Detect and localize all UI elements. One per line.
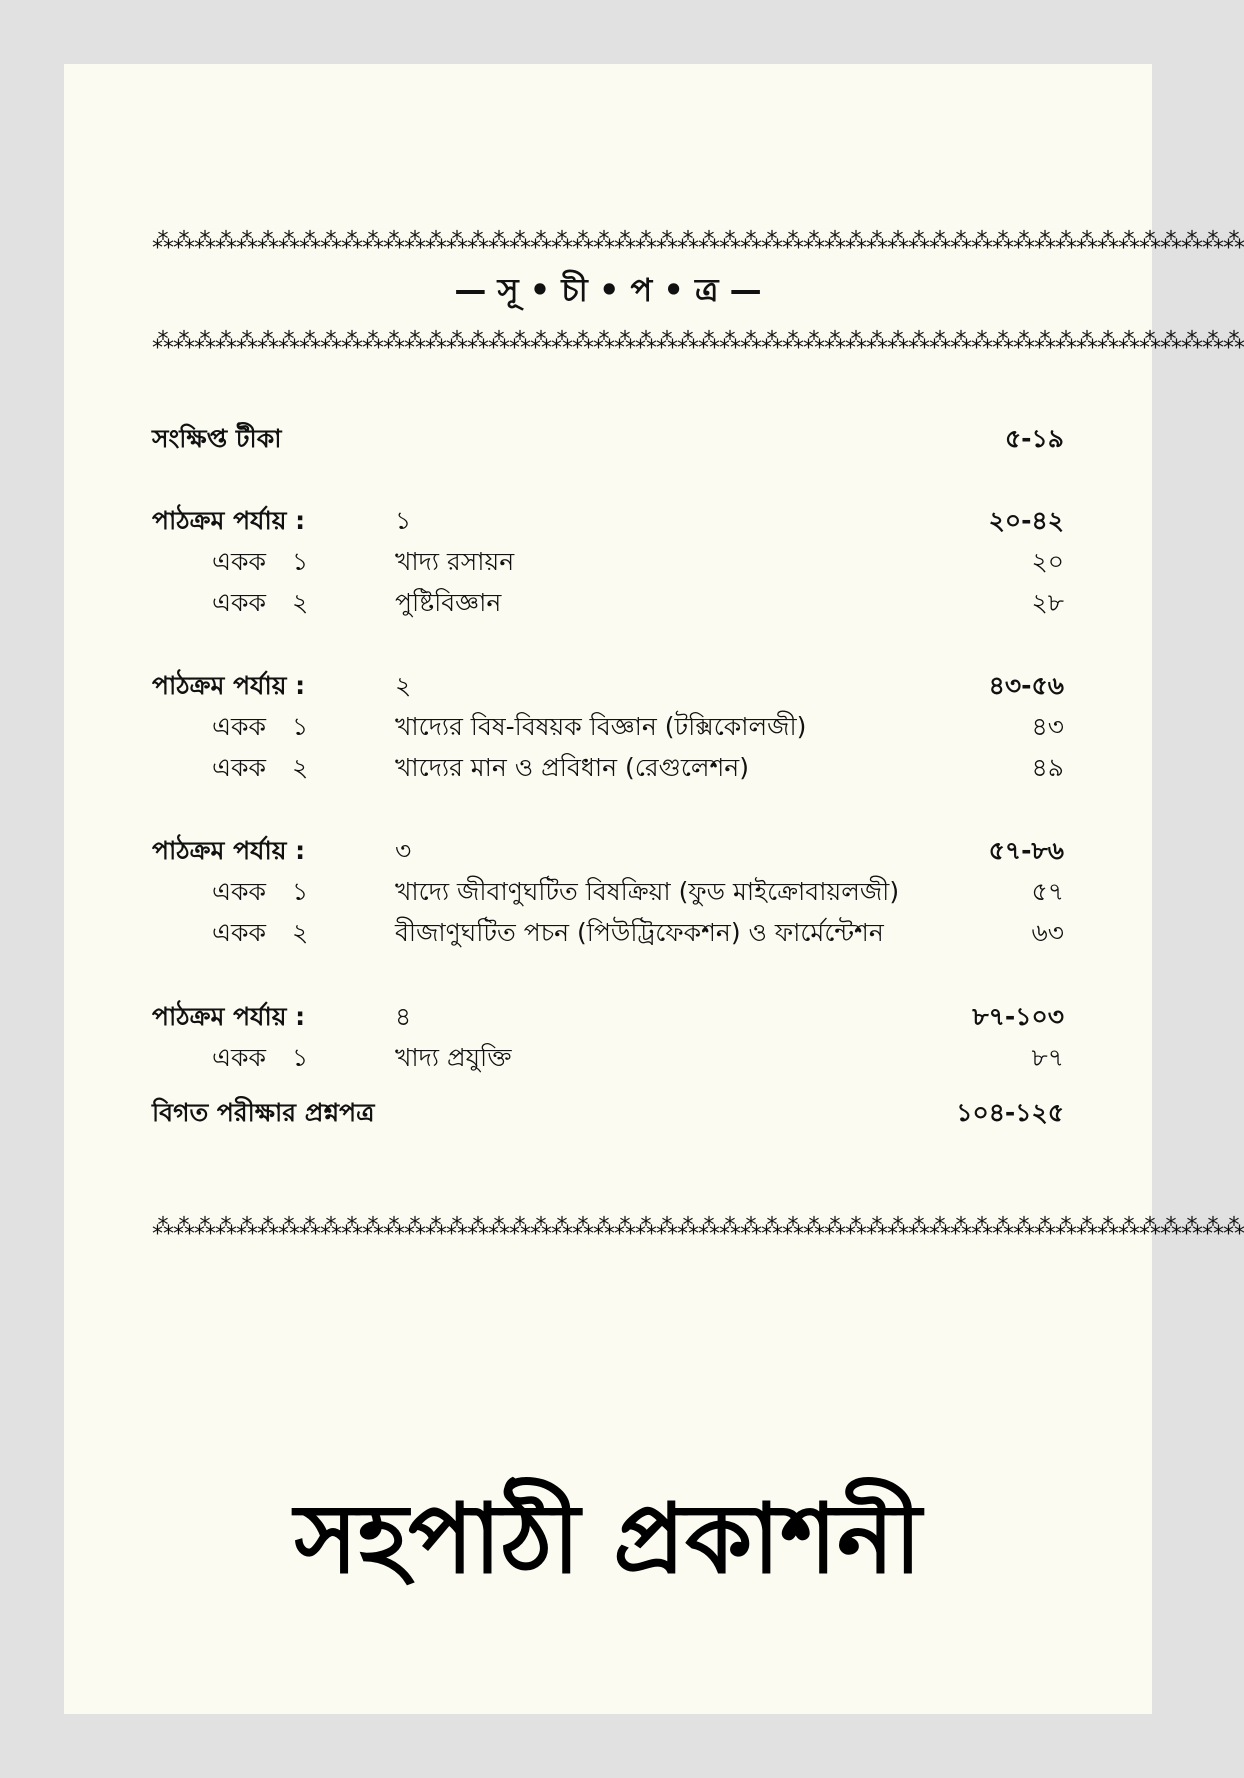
toc-entry-label: সংক্ষিপ্ত টীকা bbox=[152, 424, 282, 453]
unit-page: ৬৩ bbox=[1031, 918, 1064, 947]
publisher-name: সহপাঠী প্রকাশনী bbox=[294, 1482, 922, 1595]
unit-title: পুষ্টিবিজ্ঞান bbox=[395, 588, 502, 617]
section-number: ২ bbox=[395, 671, 412, 700]
unit-number: ১ bbox=[292, 1043, 309, 1072]
toc-entry-intro bbox=[152, 420, 1064, 458]
unit-page: ২৮ bbox=[1031, 588, 1064, 617]
unit-label: একক bbox=[212, 588, 266, 617]
toc-unit-row bbox=[152, 749, 1064, 787]
toc-unit-row bbox=[152, 873, 1064, 911]
section-label: পাঠক্রম পর্যায় : bbox=[152, 836, 306, 865]
unit-page: ৪৩ bbox=[1031, 712, 1064, 741]
toc-unit-row bbox=[152, 543, 1064, 581]
toc-unit-row bbox=[152, 914, 1064, 952]
unit-number: ২ bbox=[292, 918, 309, 947]
unit-page: ৮৭ bbox=[1031, 1043, 1064, 1072]
ornament-border-bottom: ⁂⁂⁂⁂⁂⁂⁂⁂⁂⁂⁂⁂⁂⁂⁂⁂⁂⁂⁂⁂⁂⁂⁂⁂⁂⁂⁂⁂⁂⁂⁂⁂⁂⁂⁂⁂⁂⁂⁂⁂⁂⁂⁂⁂⁂⁂⁂⁂⁂⁂⁂⁂ bbox=[152, 1215, 1244, 1240]
section-pages: ৪৩-৫৬ bbox=[988, 671, 1064, 700]
toc-section-heading bbox=[152, 832, 1064, 870]
unit-label: একক bbox=[212, 877, 266, 906]
unit-title: খাদ্যের মান ও প্রবিধান (রেগুলেশন) bbox=[395, 753, 749, 782]
unit-title: খাদ্যের বিষ-বিষয়ক বিজ্ঞান (টক্সিকোলজী) bbox=[395, 712, 807, 741]
unit-label: একক bbox=[212, 1043, 266, 1072]
unit-number: ২ bbox=[292, 588, 309, 617]
document-page bbox=[64, 64, 1244, 1714]
unit-page: ৫৭ bbox=[1031, 877, 1064, 906]
toc-section-heading bbox=[152, 502, 1064, 540]
toc-entry-label: বিগত পরীক্ষার প্রশ্নপত্র bbox=[152, 1098, 375, 1127]
unit-label: একক bbox=[212, 712, 266, 741]
unit-label: একক bbox=[212, 918, 266, 947]
unit-number: ১ bbox=[292, 712, 309, 741]
unit-number: ১ bbox=[292, 877, 309, 906]
section-label: পাঠক্রম পর্যায় : bbox=[152, 1002, 306, 1031]
unit-page: ৪৯ bbox=[1031, 753, 1064, 782]
unit-label: একক bbox=[212, 753, 266, 782]
unit-number: ২ bbox=[292, 753, 309, 782]
toc-unit-row bbox=[152, 584, 1064, 622]
section-number: ৪ bbox=[395, 1002, 412, 1031]
toc-section-heading bbox=[152, 667, 1064, 705]
toc-entry-pages: ১০৪-১২৫ bbox=[956, 1098, 1064, 1127]
section-label: পাঠক্রম পর্যায় : bbox=[152, 506, 306, 535]
toc-entry-outro bbox=[152, 1094, 1064, 1132]
toc-section-heading bbox=[152, 998, 1064, 1036]
ornament-border-middle: ⁂⁂⁂⁂⁂⁂⁂⁂⁂⁂⁂⁂⁂⁂⁂⁂⁂⁂⁂⁂⁂⁂⁂⁂⁂⁂⁂⁂⁂⁂⁂⁂⁂⁂⁂⁂⁂⁂⁂⁂⁂⁂⁂⁂⁂⁂⁂⁂⁂⁂⁂⁂ bbox=[152, 329, 1244, 354]
unit-number: ১ bbox=[292, 547, 309, 576]
section-label: পাঠক্রম পর্যায় : bbox=[152, 671, 306, 700]
toc-entry-pages: ৫-১৯ bbox=[1004, 424, 1064, 453]
section-pages: ৫৭-৮৬ bbox=[988, 836, 1064, 865]
section-pages: ২০-৪২ bbox=[988, 506, 1064, 535]
unit-title: বীজাণুঘটিত পচন (পিউট্রিফেকশন) ও ফার্মেন্টেশন bbox=[395, 918, 884, 947]
ornament-border-top: ⁂⁂⁂⁂⁂⁂⁂⁂⁂⁂⁂⁂⁂⁂⁂⁂⁂⁂⁂⁂⁂⁂⁂⁂⁂⁂⁂⁂⁂⁂⁂⁂⁂⁂⁂⁂⁂⁂⁂⁂⁂⁂⁂⁂⁂⁂⁂⁂⁂⁂⁂⁂ bbox=[152, 229, 1244, 254]
unit-label: একক bbox=[212, 547, 266, 576]
unit-title: খাদ্য প্রযুক্তি bbox=[395, 1043, 512, 1072]
section-pages: ৮৭-১০৩ bbox=[972, 1002, 1064, 1031]
section-number: ৩ bbox=[395, 836, 412, 865]
section-number: ১ bbox=[395, 506, 412, 535]
unit-page: ২০ bbox=[1031, 547, 1064, 576]
unit-title: খাদ্যে জীবাণুঘটিত বিষক্রিয়া (ফুড মাইক্রোবায়লজী) bbox=[395, 877, 900, 906]
contents-title: — সূ • চী • প • ত্র — bbox=[454, 271, 762, 309]
unit-title: খাদ্য রসায়ন bbox=[395, 547, 515, 576]
toc-unit-row bbox=[152, 708, 1064, 746]
toc-unit-row bbox=[152, 1039, 1064, 1077]
